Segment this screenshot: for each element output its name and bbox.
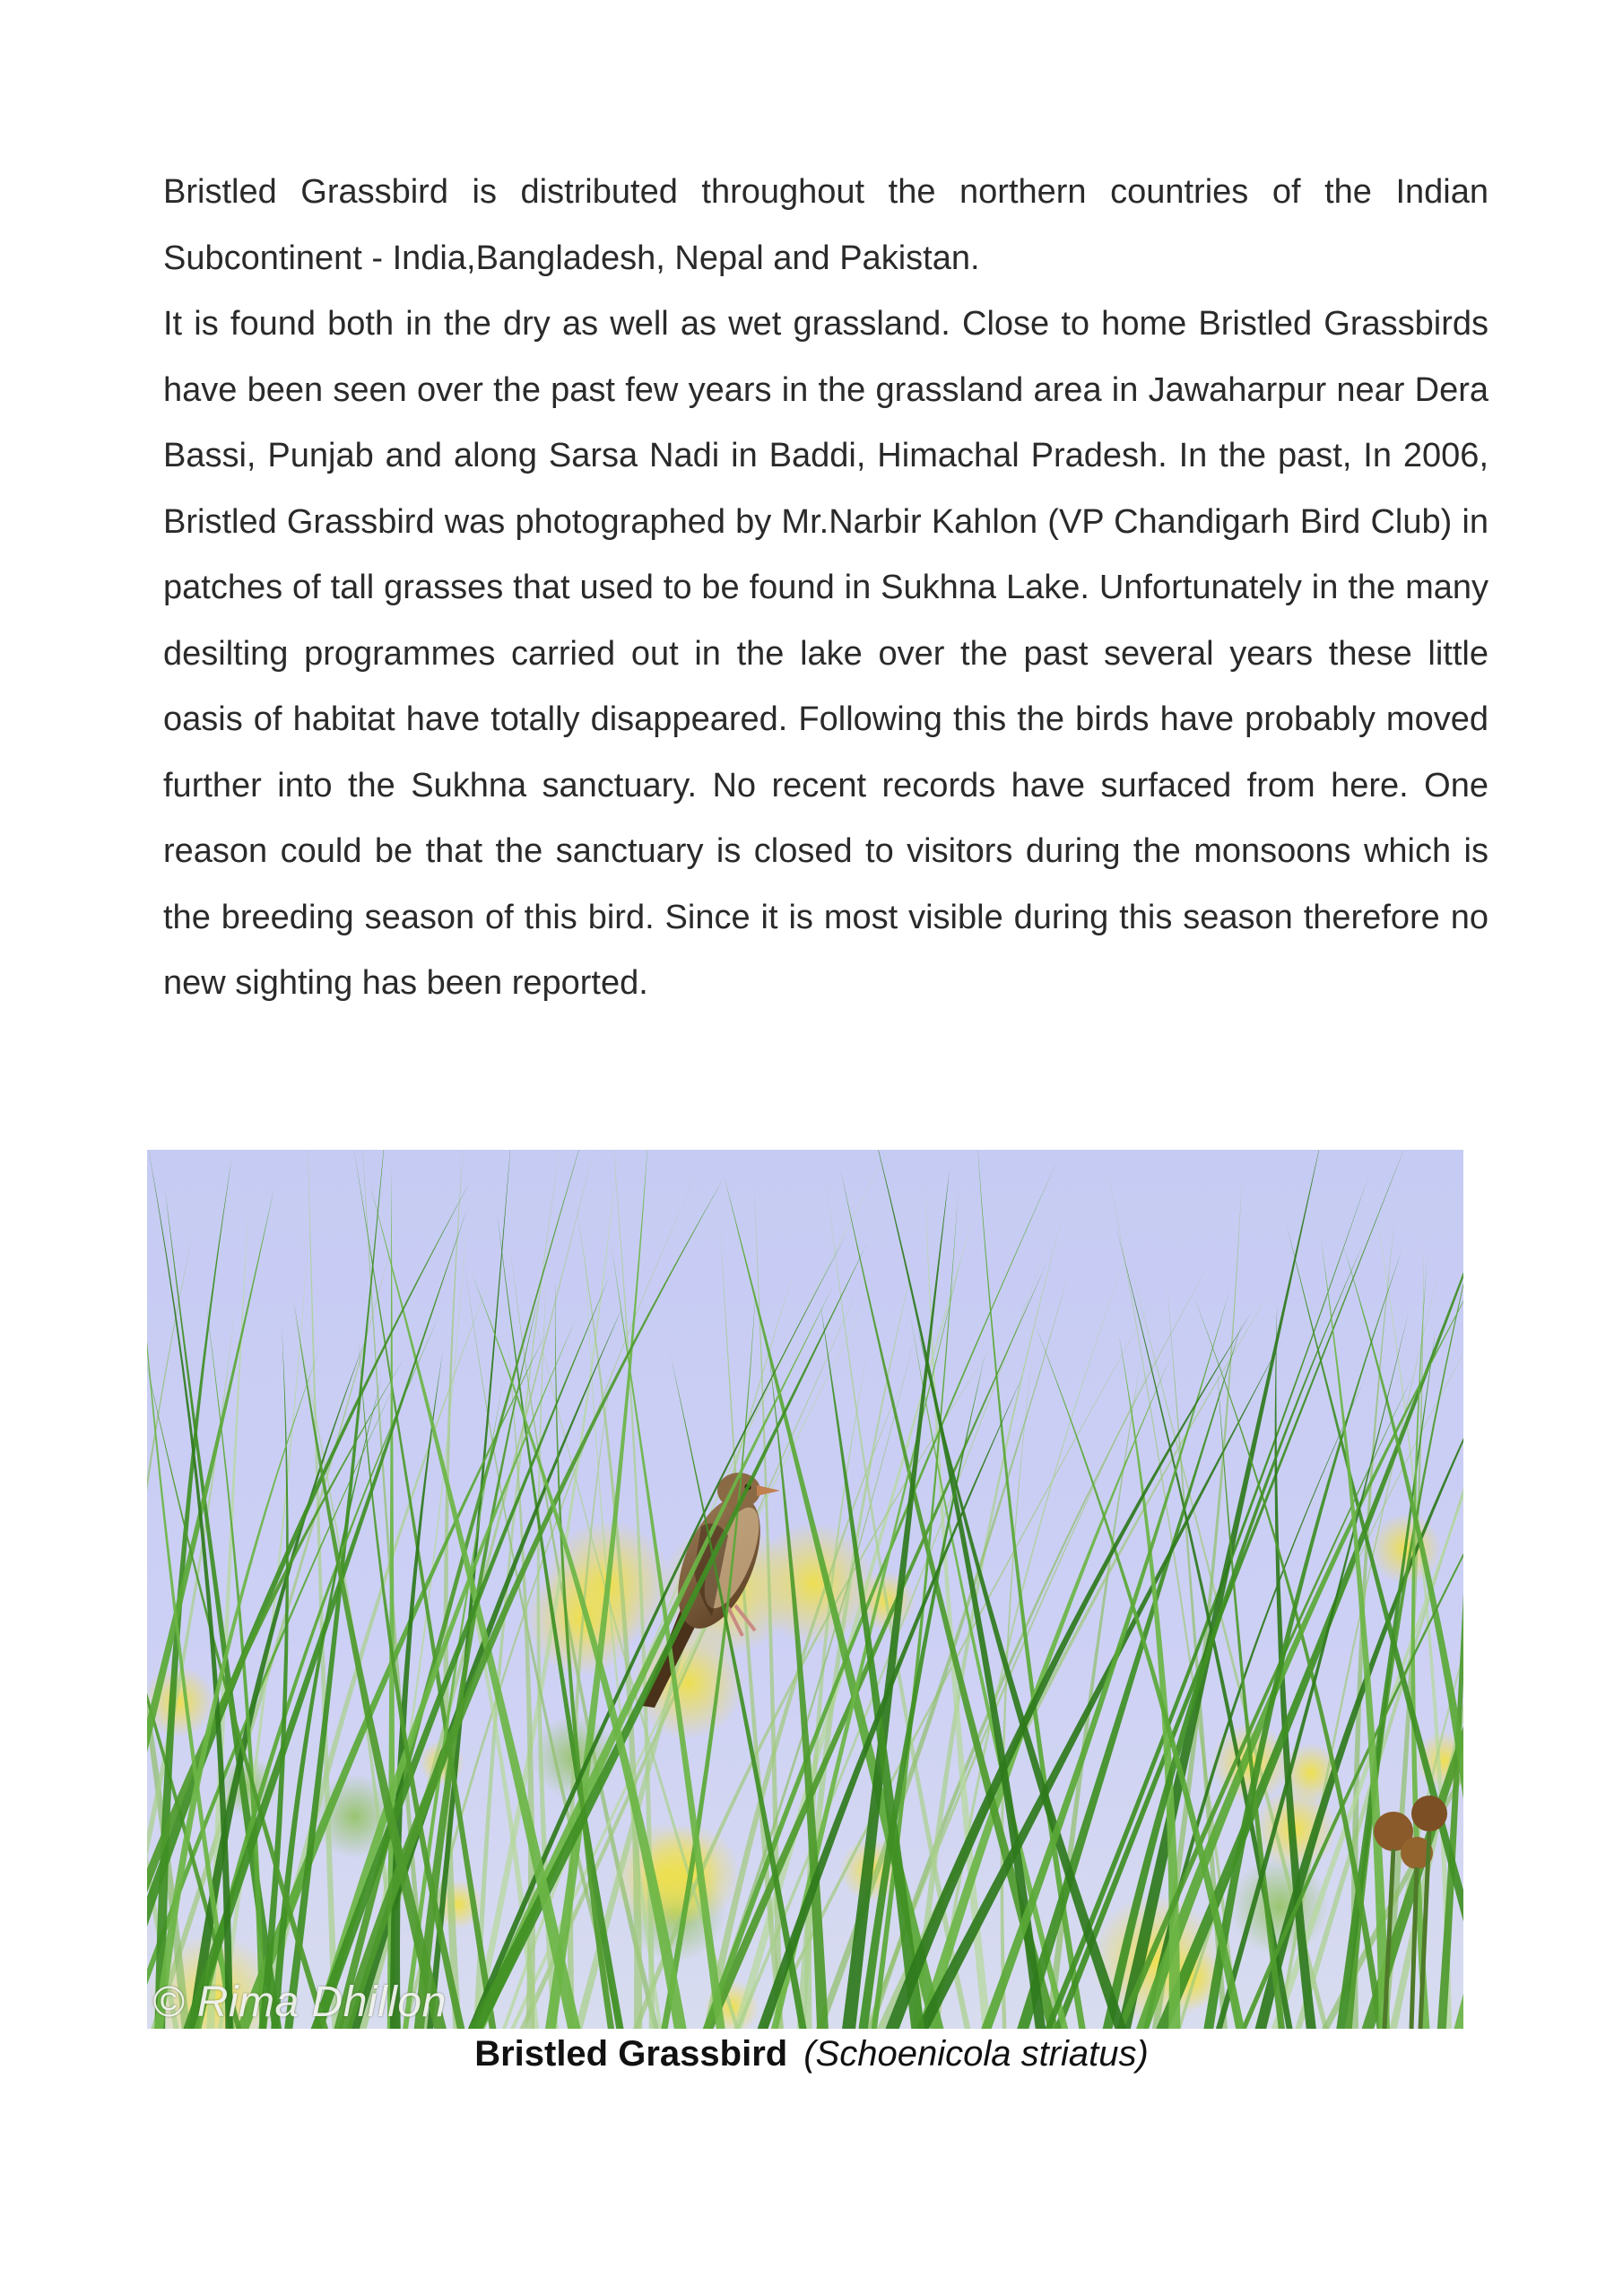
article-body	[163, 160, 1488, 1017]
grassbird-photo	[147, 1150, 1463, 2029]
caption-common-name: Bristled Grassbird	[474, 2034, 788, 2074]
caption-scientific-name: (Schoenicola striatus)	[803, 2034, 1149, 2074]
photo-watermark: © Rima Dhillon	[152, 1979, 447, 2026]
paragraph-distribution: Bristled Grassbird is distributed throughout the northern countries of the Indian Subcontinent - India,Bangladesh, Nepal and Pakistan.	[163, 173, 1488, 277]
paragraph-habitat: It is found both in the dry as well as wet grassland. Close to home Bristled Grassbirds have been seen over the past few years in the grassland area in Jawaharpur near Dera Bassi, Punjab and along Sarsa Nadi in Baddi, Himachal Pradesh. In the past, In 2006, Bristled Grassbird was photographed by Mr.Narbir Kahlon (VP Chandigarh Bird Club) in patches of tall grasses that used to be found in Sukhna Lake. Unfortunately in the many desilting programmes carried out in the lake over the past several years these little oasis of habitat have totally disappeared. Following this the birds have probably moved further into the Sukhna sanctuary. No recent records have surfaced from here. One reason could be that the sanctuary is closed to visitors during the monsoons which is the breeding season of this bird. Since it is most visible during this season therefore no new sighting has been reported.	[163, 305, 1488, 1002]
figure-caption	[0, 2029, 1623, 2079]
grassland-photo-illustration	[147, 1150, 1463, 2029]
